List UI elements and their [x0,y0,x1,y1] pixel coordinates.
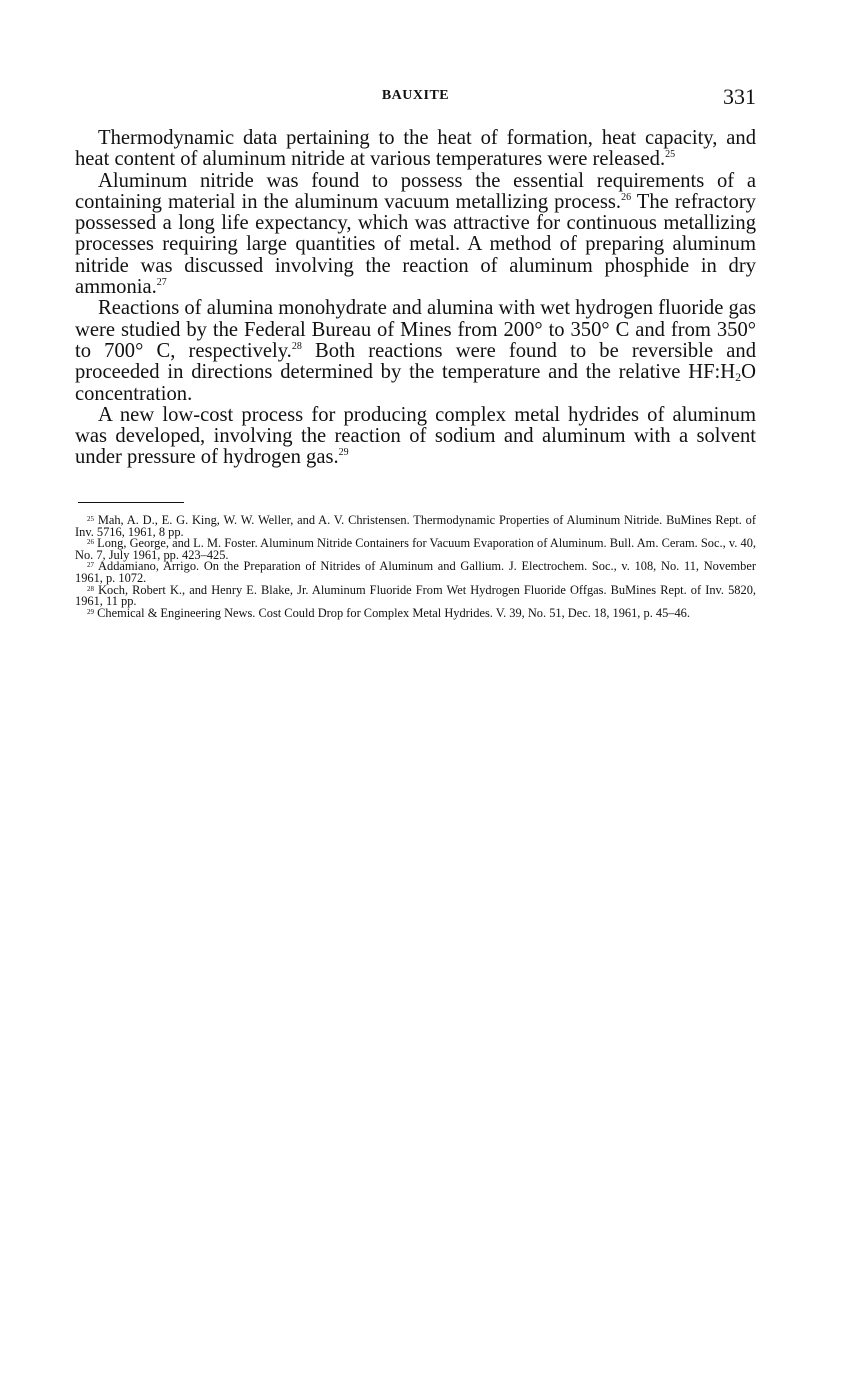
footnote [75,538,756,561]
footnote [75,582,756,609]
paragraph-text: O concentration. [75,361,756,405]
paragraph-text: The refractory possessed a long life expectancy, which was attractive for continuous metallizing processes requiring large quantities of metal. A method of preparing aluminum nitride was discussed involving the reaction of aluminum phosphide in dry ammonia. [75,190,756,299]
footnote [75,605,756,620]
footnote [75,515,756,538]
footnote-text: Chemical & Engineering News. Cost Could Drop for Complex Metal Hydrides. V. 39, No. 51, Dec. 18, 1961, p. 45–46. [97,605,690,620]
footnote-mark: 26 [87,538,94,547]
paragraph [75,171,756,299]
body-text [75,128,756,469]
paragraph-text: Aluminum nitride was found to possess the essential requirements of a containing material in the aluminum vacuum metallizing process. [75,169,756,213]
paragraph [75,128,756,171]
footnote-mark: 28 [87,584,94,593]
footnote-mark: 27 [87,561,94,570]
page-number: 331 [723,84,756,109]
footnote-mark: 29 [87,607,94,616]
footnote-text: Addamiano, Arrigo. On the Preparation of Nitrides of Aluminum and Gallium. J. Electrochem. Soc., v. 108, No. 11, November 1961, p. 1072. [75,559,756,585]
footnote-ref: 26 [621,191,632,203]
paragraph-text: A new low-cost process for producing complex metal hydrides of aluminum was developed, involving the reaction of sodium and aluminum with a solvent under pressure of hydrogen gas. [75,403,756,469]
footnote-mark: 25 [87,515,94,523]
paragraph-text: Thermodynamic data pertaining to the heat of formation, heat capacity, and heat content of aluminum nitride at various temperatures were released. [75,127,756,171]
footnote-ref: 27 [156,277,167,289]
footnote-ref: 25 [665,149,676,161]
paragraph [75,298,756,404]
footnote-ref: 28 [291,340,302,352]
footnote-ref: 29 [338,447,349,459]
page-header [75,84,756,112]
footnote [75,561,756,584]
footnote-text: Long, George, and L. M. Foster. Aluminum Nitride Containers for Vacuum Evaporation of Aluminum. Bull. Am. Ceram. Soc., v. 40, No. 7, July 1961, pp. 423–425. [75,536,756,562]
footnote-rule [78,502,184,503]
paragraph-text: Reactions of alumina monohydrate and alumina with wet hydrogen fluoride gas were studied by the Federal Bureau of Mines from 200° to 350° C and from 350° to 700° C, respectively. [75,297,756,362]
running-head: BAUXITE [381,88,450,103]
footnote-text: Koch, Robert K., and Henry E. Blake, Jr. Aluminum Fluoride From Wet Hydrogen Fluoride Offgas. BuMines Rept. of Inv. 5820, 1961, 11 pp. [75,582,756,609]
footnotes [75,515,756,619]
paragraph [75,405,756,469]
footnote-text: Mah, A. D., E. G. King, W. W. Weller, and A. V. Christensen. Thermodynamic Properties of Aluminum Nitride. BuMines Rept. of Inv. 5716, 1961, 8 pp. [75,513,756,539]
subscript: 2 [735,370,742,385]
paragraph-text: Both reactions were found to be reversible and proceeded in directions determined by the temperature and the relative HF:H [75,339,756,384]
